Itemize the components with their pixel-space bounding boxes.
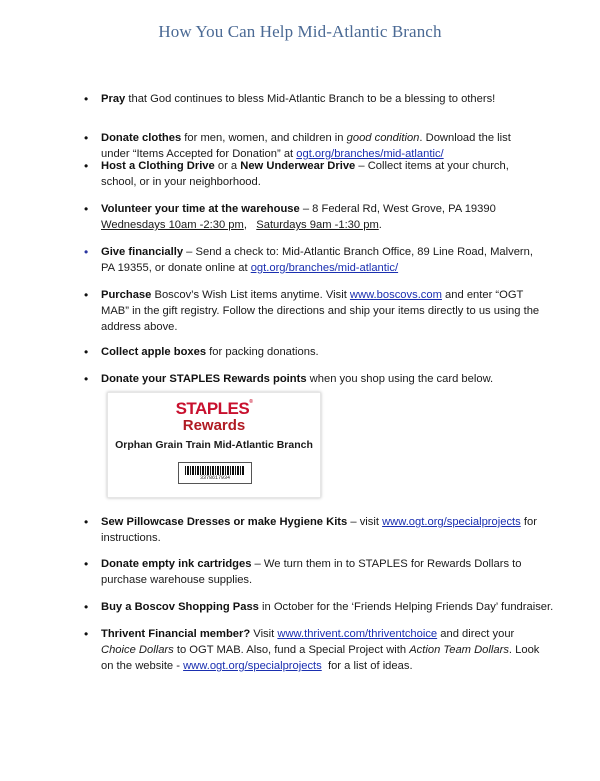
bullet-icon: • — [84, 557, 89, 571]
item-heading: Purchase — [101, 289, 152, 301]
bullet-icon: • — [84, 92, 89, 106]
staples-rewards-card — [107, 392, 321, 498]
list-item-volunteer — [84, 201, 541, 233]
item-text: – Send a check to: Mid-Atlantic Branch Office, 89 Line Road, Malvern, PA 19355, or donate online at — [101, 246, 533, 274]
donate-link[interactable]: ogt.org/branches/mid-atlantic/ — [250, 262, 399, 274]
item-heading: Host a Clothing Drive — [101, 160, 215, 172]
item-text: Boscov’s Wish List items anytime. Visit — [151, 289, 350, 301]
item-heading: Sew Pillowcase Dresses or make Hygiene Kits — [101, 516, 348, 528]
bullet-icon: • — [84, 600, 89, 614]
page-title: How You Can Help Mid-Atlantic Branch — [158, 22, 442, 41]
bullet-icon: • — [84, 627, 89, 641]
bullet-icon: • — [84, 202, 89, 216]
item-heading: Pray — [101, 93, 126, 105]
item-text: to OGT MAB. Also, fund a Special Project with — [173, 644, 410, 656]
item-emphasis: Choice Dollars — [101, 644, 174, 656]
item-text: . — [378, 219, 382, 231]
barcode — [178, 462, 252, 484]
hours-wednesday: Wednesdays 10am -2:30 pm — [101, 219, 244, 231]
barcode-number: 3378617934 — [199, 475, 230, 481]
item-text: – We turn them in to STAPLES for Rewards Dollars to purchase warehouse supplies. — [101, 558, 522, 586]
registered-mark: ® — [249, 399, 253, 405]
item-heading: Volunteer your time at the warehouse — [101, 203, 300, 215]
barcode-icon — [185, 466, 245, 475]
special-projects-link[interactable]: www.ogt.org/specialprojects — [382, 516, 521, 528]
item-text: that God continues to bless Mid-Atlantic Branch to be a blessing to others! — [125, 93, 496, 105]
list-item-boscov-pass — [84, 599, 561, 615]
item-text: – visit — [347, 516, 383, 528]
item-text: and direct your — [437, 628, 515, 640]
hours-saturday: Saturdays 9am -1:30 pm — [256, 219, 379, 231]
item-text: for instructions. — [101, 516, 537, 544]
bullet-icon: • — [84, 245, 89, 259]
special-projects-link-2[interactable]: www.ogt.org/specialprojects — [183, 660, 322, 672]
bullet-icon: • — [84, 131, 89, 145]
item-text: Visit — [250, 628, 278, 640]
list-item-purchase — [84, 287, 541, 335]
card-org-name: Orphan Grain Train Mid-Atlantic Branch — [115, 439, 313, 451]
list-item-apple-boxes — [84, 344, 541, 360]
thrivent-link[interactable]: www.thrivent.com/thriventchoice — [277, 628, 438, 640]
list-item-give-financially — [84, 244, 541, 276]
bullet-icon: • — [84, 372, 89, 386]
item-text: when you shop using the card below. — [306, 373, 494, 385]
list-item-pray — [84, 91, 541, 107]
item-text: . Look on the website - — [101, 644, 540, 672]
item-emphasis: Action Team Dollars — [409, 644, 509, 656]
list-item-staples-points — [84, 371, 541, 387]
item-text: for packing donations. — [206, 346, 319, 358]
rewards-label: Rewards — [182, 417, 246, 434]
item-text: for a list of ideas. — [321, 660, 413, 672]
item-text: and enter “OGT MAB” in the gift registry. Follow the directions and ship your items directly to us using the address above. — [101, 289, 540, 333]
item-heading: Buy a Boscov Shopping Pass — [101, 601, 259, 613]
item-text: in October for the ‘Friends Helping Friends Day’ fundraiser. — [258, 601, 554, 613]
item-emphasis: good condition — [346, 132, 420, 144]
item-heading: Give financially — [101, 246, 184, 258]
staples-logo-text: STAPLES — [175, 399, 250, 418]
item-heading: Donate empty ink cartridges — [101, 558, 252, 570]
separator: , — [243, 219, 257, 231]
list-item-thrivent — [84, 626, 541, 674]
item-text: – Collect items at your church, school, or in your neighborhood. — [101, 160, 509, 188]
item-text: . Download the list under “Items Accepted for Donation” at — [101, 132, 511, 160]
branch-link[interactable]: ogt.org/branches/mid-atlantic/ — [296, 148, 444, 160]
item-text: for men, women, and children in — [181, 132, 347, 144]
list-item-sew-pillowcase — [84, 514, 541, 546]
boscovs-link[interactable]: www.boscovs.com — [349, 289, 442, 301]
list-item-ink-cartridges — [84, 556, 541, 588]
item-text: or a — [214, 160, 241, 172]
bullet-icon: • — [84, 288, 89, 302]
staples-logo — [108, 399, 320, 419]
item-text: – 8 Federal Rd, West Grove, PA 19390 — [299, 203, 496, 215]
item-heading: Donate your STAPLES Rewards points — [101, 373, 307, 385]
item-heading: Collect apple boxes — [101, 346, 207, 358]
bullet-icon: • — [84, 515, 89, 529]
item-heading: Thrivent Financial member? — [101, 628, 251, 640]
bullet-icon: • — [84, 159, 89, 173]
item-heading: New Underwear Drive — [240, 160, 356, 172]
bullet-icon: • — [84, 345, 89, 359]
list-item-clothing-drive — [84, 158, 541, 190]
item-heading: Donate clothes — [101, 132, 182, 144]
